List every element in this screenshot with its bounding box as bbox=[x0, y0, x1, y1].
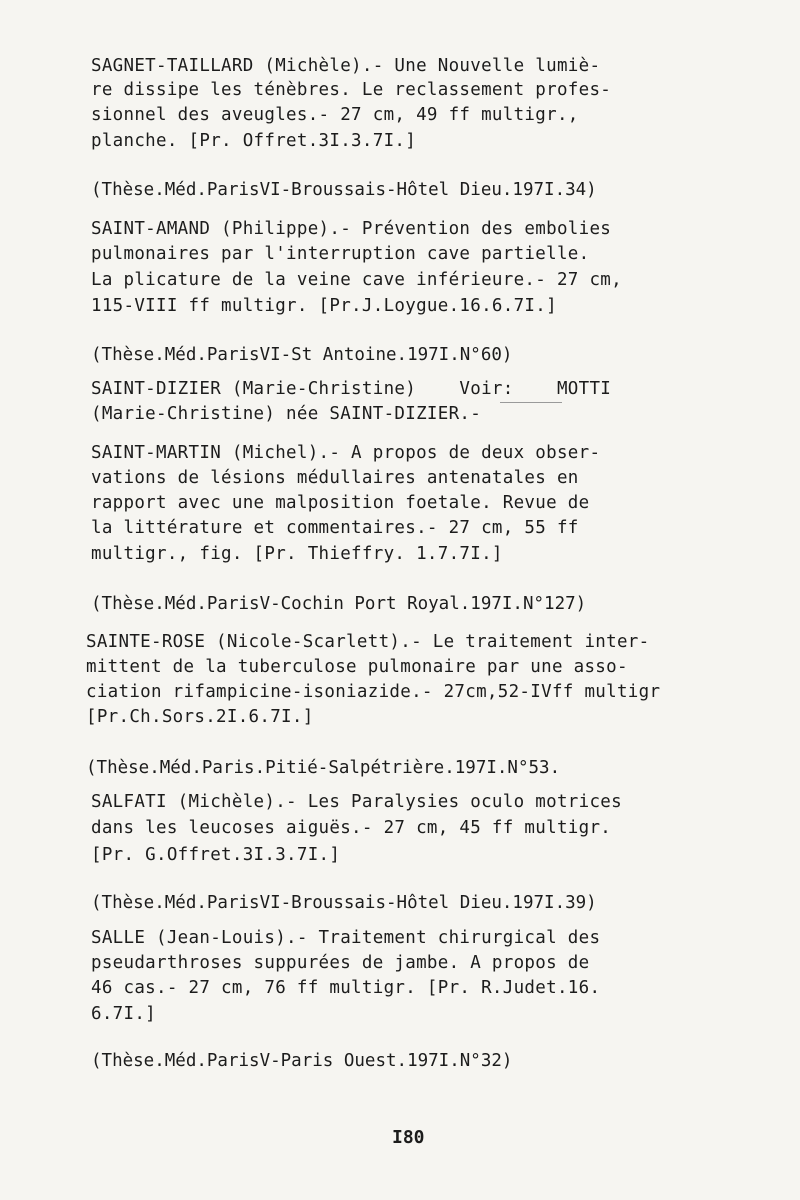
entry-line: [Pr. G.Offret.3I.3.7I.] bbox=[91, 845, 341, 865]
entry-line: SAINT-AMAND (Philippe).- Prévention des embolies bbox=[91, 219, 612, 239]
thesis-source: (Thèse.Méd.ParisVI-St Antoine.197I.N°60) bbox=[91, 345, 513, 365]
entry-line: 6.7I.] bbox=[91, 1004, 157, 1024]
entry-line: dans les leucoses aiguës.- 27 cm, 45 ff multigr. bbox=[91, 818, 612, 838]
entry-line: SALFATI (Michèle).- Les Paralysies oculo motrices bbox=[91, 792, 622, 812]
entry-line: SAINT-MARTIN (Michel).- A propos de deux obser- bbox=[91, 443, 601, 463]
entry-line: pulmonaires par l'interruption cave partielle. bbox=[91, 244, 590, 264]
thesis-source: (Thèse.Méd.Paris.Pitié-Salpétrière.197I.N°53. bbox=[86, 758, 561, 778]
entry-line: SAGNET-TAILLARD (Michèle).- Une Nouvelle lumiè- bbox=[91, 56, 601, 76]
entry-line: 46 cas.- 27 cm, 76 ff multigr. [Pr. R.Judet.16. bbox=[91, 978, 601, 998]
entry-line: rapport avec une malposition foetale. Revue de bbox=[91, 493, 590, 513]
entry-line: mittent de la tuberculose pulmonaire par une asso- bbox=[86, 657, 628, 677]
entry-line: SALLE (Jean-Louis).- Traitement chirurgical des bbox=[91, 928, 601, 948]
cross-reference-line: (Marie-Christine) née SAINT-DIZIER.- bbox=[91, 404, 482, 424]
thesis-source: (Thèse.Méd.ParisVI-Broussais-Hôtel Dieu.197I.34) bbox=[91, 180, 597, 200]
entry-line: multigr., fig. [Pr. Thieffry. 1.7.7I.] bbox=[91, 544, 503, 564]
entry-line: SAINTE-ROSE (Nicole-Scarlett).- Le traitement inter- bbox=[86, 632, 650, 652]
entry-line: re dissipe les ténèbres. Le reclassement profes- bbox=[91, 80, 612, 100]
entry-line: La plicature de la veine cave inférieure.- 27 cm, bbox=[91, 270, 622, 290]
thesis-source: (Thèse.Méd.ParisVI-Broussais-Hôtel Dieu.197I.39) bbox=[91, 893, 597, 913]
entry-line: planche. [Pr. Offret.3I.3.7I.] bbox=[91, 131, 417, 151]
entry-line: pseudarthroses suppurées de jambe. A propos de bbox=[91, 953, 590, 973]
cross-reference-line: SAINT-DIZIER (Marie-Christine) Voir: MOTTI bbox=[91, 379, 612, 399]
voir-underline bbox=[500, 402, 562, 403]
thesis-source: (Thèse.Méd.ParisV-Paris Ouest.197I.N°32) bbox=[91, 1051, 513, 1071]
page-number: I80 bbox=[392, 1127, 425, 1148]
entry-line: [Pr.Ch.Sors.2I.6.7I.] bbox=[86, 707, 314, 727]
entry-line: 115-VIII ff multigr. [Pr.J.Loygue.16.6.7I.] bbox=[91, 296, 557, 316]
entry-line: vations de lésions médullaires antenatales en bbox=[91, 468, 579, 488]
entry-line: ciation rifampicine-isoniazide.- 27cm,52-IVff multigr bbox=[86, 682, 661, 702]
entry-line: la littérature et commentaires.- 27 cm, 55 ff bbox=[91, 518, 579, 538]
entry-line: sionnel des aveugles.- 27 cm, 49 ff multigr., bbox=[91, 105, 579, 125]
thesis-source: (Thèse.Méd.ParisV-Cochin Port Royal.197I.N°127) bbox=[91, 594, 587, 614]
